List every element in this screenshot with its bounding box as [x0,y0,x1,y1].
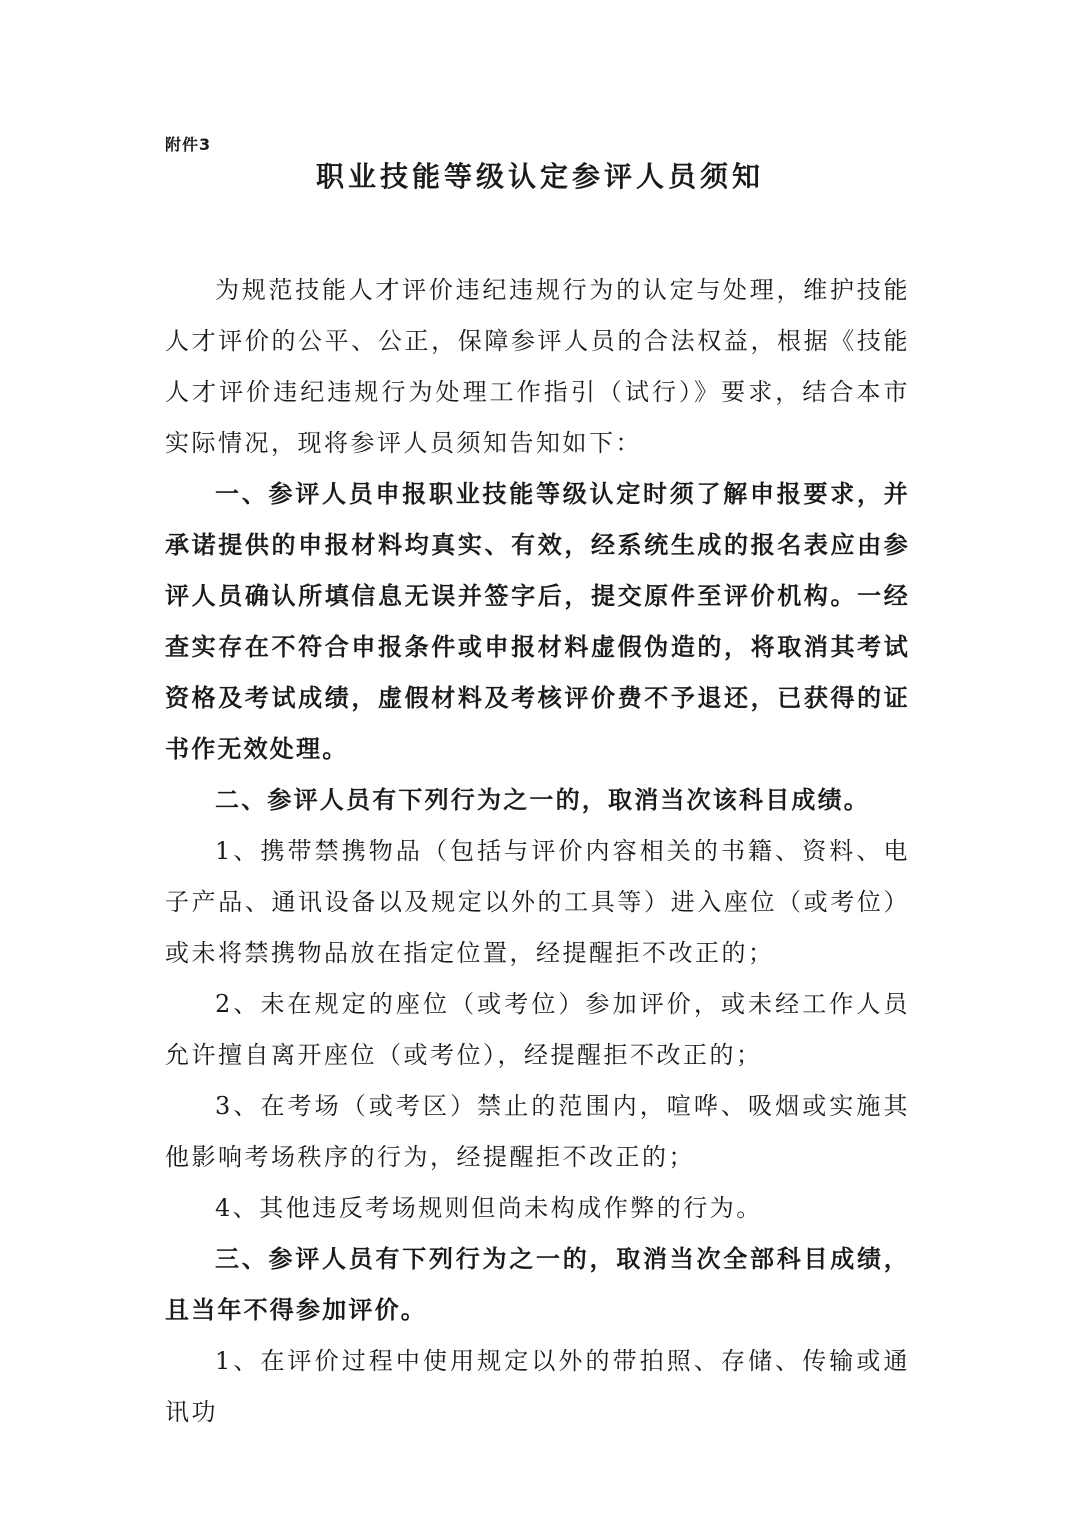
section-two-item-4: 4、其他违反考场规则但尚未构成作弊的行为。 [215,1194,763,1222]
section-two-item-3: 3、在考场（或考区）禁止的范围内，喧哗、吸烟或实施其他影响考场秩序的行为，经提醒拒不改正的； [165,1092,910,1171]
intro-paragraph: 为规范技能人才评价违纪违规行为的认定与处理，维护技能人才评价的公平、公正，保障参评人员的合法权益，根据《技能人才评价违纪违规行为处理工作指引（试行）》要求，结合本市实际情况，现将参评人员须知告知如下： [165,276,910,457]
page-title: 职业技能等级认定参评人员须知 [315,160,764,193]
section-three-heading: 三、参评人员有下列行为之一的，取消当次全部科目成绩，且当年不得参加评价。 [165,1245,910,1324]
document-body [165,265,910,1438]
section-two-item-2: 2、未在规定的座位（或考位）参加评价，或未经工作人员允许擅自离开座位（或考位），经提醒拒不改正的； [165,990,910,1069]
section-three-item-1: 1、在评价过程中使用规定以外的带拍照、存储、传输或通讯功 [165,1347,910,1426]
section-one-paragraph: 一、参评人员申报职业技能等级认定时须了解申报要求，并承诺提供的申报材料均真实、有效，经系统生成的报名表应由参评人员确认所填信息无误并签字后，提交原件至评价机构。一经查实存在不符合申报条件或申报材料虚假伪造的，将取消其考试资格及考试成绩，虚假材料及考核评价费不予退还，已获得的证书作无效处理。 [165,480,910,763]
section-two-item-1: 1、携带禁携物品（包括与评价内容相关的书籍、资料、电子产品、通讯设备以及规定以外的工具等）进入座位（或考位）或未将禁携物品放在指定位置，经提醒拒不改正的； [165,837,910,967]
attachment-label: 附件3 [165,135,212,154]
section-two-heading: 二、参评人员有下列行为之一的，取消当次该科目成绩。 [215,786,870,814]
